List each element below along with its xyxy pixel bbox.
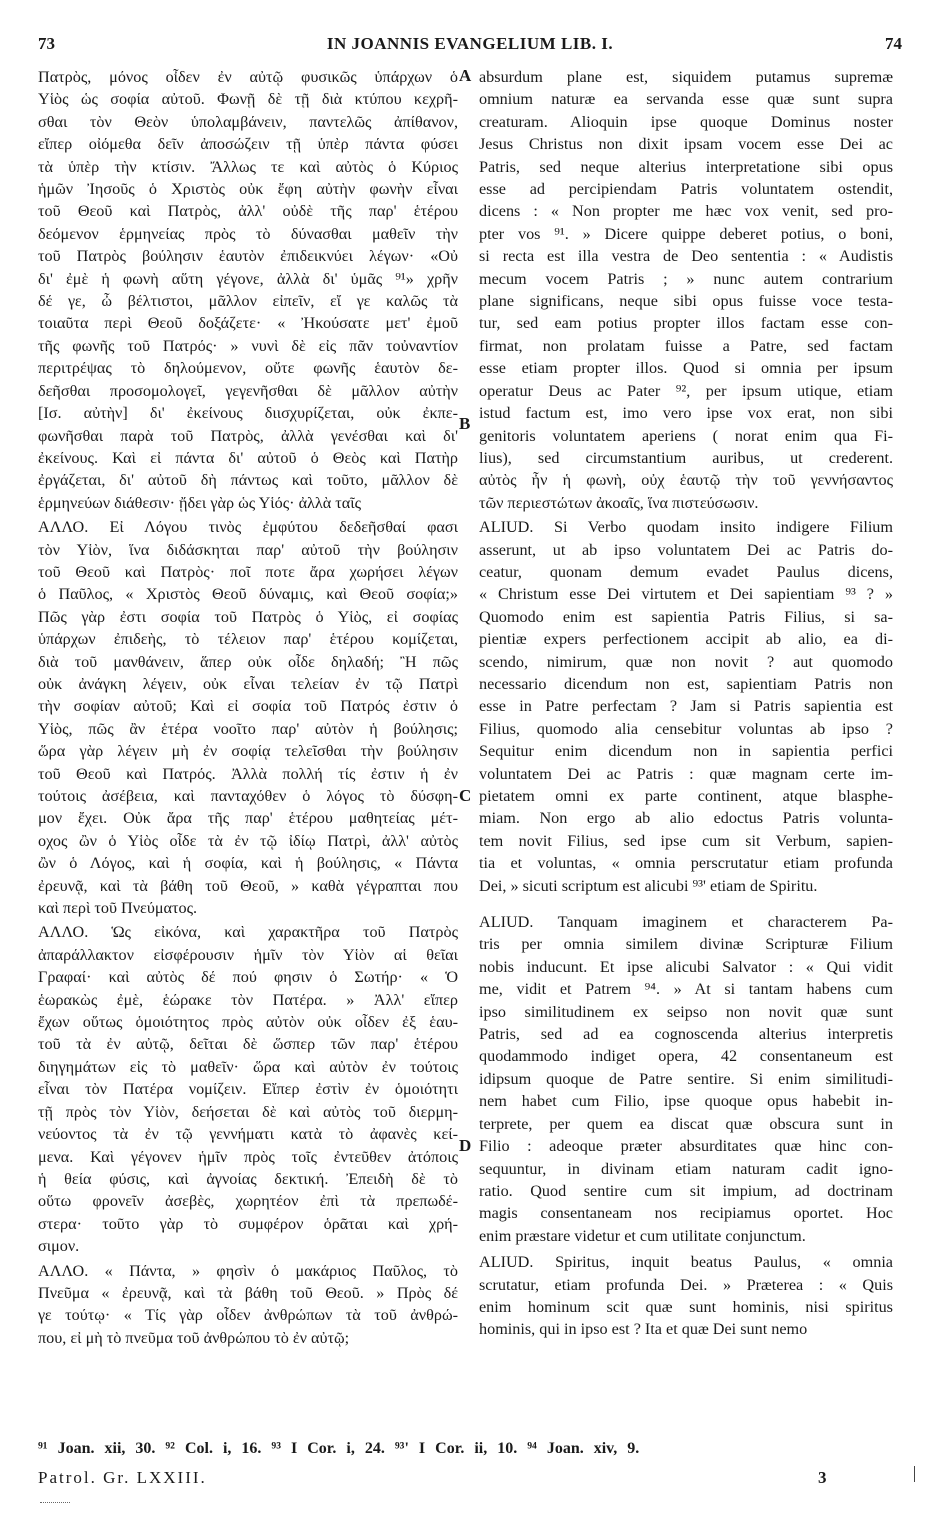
text-line: τοῦ τὰ ἐν αὐτῷ, δεῖται δὲ ὥσπερ τῶν παρ' ἑτέρου: [38, 1035, 458, 1054]
text-line: tia et voluntas, « omnia perscrutatur etiam profunda: [479, 854, 893, 873]
text-line: necessario dicendum non est, sapientiam Patris non: [479, 674, 893, 693]
text-line: δέ γε, ὦ βέλτιστοι, μᾶλλον εἰπεῖν, εἴ γε καλῶς τὰ: [38, 292, 458, 311]
text-line: absurdum plane est, siquidem putamus supremæ: [479, 68, 893, 86]
text-line: Patris, sed ad ea cognoscenda alterius interpretis: [479, 1025, 893, 1044]
text-line: mecum vocem Patris ; » nunc autem contrarium: [479, 269, 893, 288]
text-line: enim præstare videtur et cum utilitate conjunctum.: [479, 1226, 806, 1245]
text-line: τῇ πρὸς τὸν Υἱὸν, δεήσεται δὲ καὶ αὐτὸς τοῦ διερμη-: [38, 1102, 458, 1121]
text-line: ἐρευνᾷ, καὶ τὰ βάθη τοῦ Θεοῦ, » καθὰ γέγραπται που: [38, 876, 458, 895]
text-line: τὴν σοφίαν αὐτοῦ; Καὶ εἰ σοφία τοῦ Πατρός ἐστιν ὁ: [38, 697, 458, 716]
text-line: scrutatur, etiam profunda Dei. » Præterea : « Quis: [479, 1275, 893, 1294]
text-line: omnium naturæ ea servanda esse quæ sunt supra: [479, 90, 893, 109]
text-line: me, vidit et Patrem ⁹⁴. » At si tantam habens cum: [479, 980, 893, 999]
text-line: μον ἔχει. Οὐκ ἄρα τῆς παρ' ἑτέρου μαθητείας μέτ-: [38, 809, 458, 828]
text-line: ceatur, quonam demum evadet Paulus dicens,: [479, 562, 893, 581]
text-line: tem novit Filius, sed ipse cum sit Verbum, sapien-: [479, 831, 893, 850]
latin-column: [479, 66, 893, 1341]
text-line: τούτοις ἀσέβεια, καὶ πανταχόθεν ὁ λόγος τὸ δύσφη-: [38, 787, 458, 805]
text-line: Patris, sed neque alterius interpretatione sibi opus: [479, 157, 893, 176]
text-line: στερα· τοῦτο γὰρ τὸ συμφέρον ὁρᾶται καὶ χρή-: [38, 1214, 458, 1233]
text-line: quodammodo indiget opera, 42 consentaneum est: [479, 1047, 893, 1066]
text-line: διηγημάτων εἰς τὸ μαθεῖν· ὥρα καὶ αὐτὸν ἐν τούτοις: [38, 1057, 458, 1076]
text-line: ὢν ὁ Λόγος, καὶ ἡ σοφία, καὶ ἡ βούλησις, « Πάντα: [38, 854, 458, 873]
text-line: voluntatem Dei ac Patris : quæ magnam certe im-: [479, 764, 893, 783]
text-line: nobis inducunt. Et ipse alicubi Salvator : « Qui vidit: [479, 957, 893, 976]
text-line: οχος ὢν ὁ Υἱὸς οἶδε τὰ ἐν τῷ ἰδίῳ Πατρὶ, ἀλλ' αὐτὸς: [38, 831, 458, 850]
text-line: διὰ τοῦ μανθάνειν, ἅπερ οὐκ οἶδε δηλαδή; Ἢ πῶς: [38, 652, 458, 671]
running-title: IN JOANNIS EVANGELIUM LIB. I.: [326, 34, 614, 53]
text-line: ἑρμηνεύων διάθεσιν· ᾔδει γὰρ ὡς Υἱός· ἀλλὰ ταῖς: [38, 493, 362, 512]
text-line: ἡμῶν Ἰησοῦς ὁ Χριστὸς οὐκ ἔφη αὐτὴν φωνὴν εἶναι: [38, 180, 458, 199]
text-line: ΑΛΛΟ. « Πάντα, » φησὶν ὁ μακάριος Παῦλος, τὸ: [38, 1261, 458, 1280]
margin-tick: [914, 1466, 915, 1482]
text-line: ἡ θεία φύσις, καὶ ἀγνοίας δεκτική. Ἐπειδὴ δὲ τὸ: [38, 1169, 458, 1188]
text-line: εἴπερ οἰόμεθα δεῖν ἀποσώζειν τῇ ὑπὲρ πάντα φύσει: [38, 135, 458, 154]
text-line: που, εἰ μὴ τὸ πνεῦμα τοῦ ἀνθρώπου τὸ ἐν αὐτῷ;: [38, 1328, 350, 1347]
text-line: magis consentaneam nos recipiamus oportet. Hoc: [479, 1204, 893, 1223]
text-line: ὁ Παῦλος, « Χριστὸς Θεοῦ δύναμις, καὶ Θεοῦ σοφία;»: [38, 585, 458, 604]
signature-mark: 3: [818, 1468, 827, 1487]
text-line: ἀπαράλλακτον εἰσφέρουσιν ἡμῖν τὸν Υἱὸν αἱ θεῖαι: [38, 945, 458, 964]
text-line: εἶναι τὸν Πατέρα νομίζειν. Εἴπερ ἐστὶν ἐν ὁμοιότητι: [38, 1080, 458, 1099]
text-line: Dei, » sicuti scriptum est alicubi ⁹³' etiam de Spiritu.: [479, 876, 818, 895]
text-line: τῆς φωνῆς τοῦ Πατρός· » νυνὶ δὲ εἰς πᾶν τοὐναντίον: [38, 336, 458, 355]
text-line: σθαι τὸν Θεὸν ὑπολαμβάνειν, παντελῶς ἀπίθανον,: [38, 112, 458, 131]
running-header: [38, 34, 902, 58]
text-line: Υἱὸς ὡς σοφία αὐτοῦ. Φωνῇ δὲ τῇ διὰ κτύπου κεχρῆ-: [38, 90, 458, 109]
text-line: καὶ περὶ τοῦ Πνεύματος.: [38, 899, 198, 918]
text-line: τὰ ὑπὲρ τὴν κτίσιν. Ἄλλως τε καὶ αὐτὸς ὁ Κύριος: [38, 157, 458, 176]
text-line: pter vos ⁹¹. » Dicere quippe deberet potius, o boni,: [479, 224, 893, 243]
text-line: δεῆσθαι προσομολογεῖ, γεγενῆσθαι δὲ μᾶλλον αὐτὴν: [38, 381, 458, 400]
text-line: περιτρέψας τὸ δηλούμενον, οὔτε φωνῆς ἑαυτὸν δε-: [38, 359, 458, 378]
text-line: Sequitur enim dicendum non in sapientia perfici: [479, 742, 893, 761]
text-line: ἔχων οὕτως ὁμοιότητος πρὸς αὐτὸν οὐκ οἶδεν ἐξ ἑαυ-: [38, 1013, 458, 1032]
text-line: ALIUD. Tanquam imaginem et characterem Pa-: [479, 913, 893, 932]
text-line: αὐτὸς ἦν ἡ φωνὴ, οὐχ ἑαυτῷ τὴν τοῦ γεννήσαντος: [479, 471, 893, 490]
text-line: esse ad percipiendam Patris voluntatem ostendit,: [479, 180, 893, 199]
text-line: φωνῆσθαι παρὰ τοῦ Πατρὸς, ἀλλὰ γενέσθαι καὶ δι': [38, 426, 458, 445]
text-line: miam. Non ergo ab alio edoctus Patris volunta-: [479, 809, 893, 828]
text-line: ΑΛΛΟ. Εἰ Λόγου τινὸς ἐμφύτου δεδεῆσθαί φασι: [38, 518, 458, 537]
text-line: τοιαῦτα περὶ Θεοῦ δοξάζετε· « Ἠκούσατε μετ' ἐμοῦ: [38, 314, 458, 333]
text-line: si recta est illa vestra de Deo sententia : « Audistis: [479, 247, 893, 266]
text-line: ipso similitudinem ex seipso non novit quæ sunt: [479, 1002, 893, 1021]
text-line: pientiæ expers perfectionem accipit ab alio, ea di-: [479, 630, 893, 649]
section-marker-d: D: [459, 1136, 472, 1155]
text-line: Filio : adeoque præter absurditates quæ hinc con-: [479, 1137, 893, 1156]
text-line: dicens : « Non propter me hæc vox venit, sed pro-: [479, 202, 893, 221]
text-line: Quomodo enim est sapientia Patris Filius, si sa-: [479, 607, 893, 626]
text-line: genitoris voluntatem aperiens ( norat enim qua Fi-: [479, 426, 893, 445]
text-line: τοῦ Θεοῦ καὶ Πατρὸς· ποῖ ποτε ἄρα χωρήσει λέγων: [38, 562, 458, 581]
text-line: ὑπάρχων ἐπιδεὴς, τὸ τέλειον παρ' ἑτέρου κομίζεται,: [38, 630, 458, 649]
text-line: Γραφαί· καὶ αὐτὸς δέ πού φησιν ὁ Σωτήρ· « Ὁ: [38, 968, 458, 987]
text-line: ΑΛΛΟ. Ὡς εἰκόνα, καὶ χαρακτῆρα τοῦ Πατρὸς: [38, 923, 458, 942]
text-line: sequuntur, in divinam etiam naturam cadit igno-: [479, 1159, 893, 1178]
text-line: idipsum quoque de Patre sentire. Si enim similitudi-: [479, 1069, 893, 1088]
text-line: nem habet cum Filio, ipse quoque opus habebit in-: [479, 1092, 893, 1111]
text-line: μενα. Καὶ γέγονεν ἡμῖν πρὸς τοῖς ἐντεῦθεν ἀτόποις: [38, 1147, 458, 1166]
text-line: ὥρα γὰρ λέγειν μὴ ἐν σοφίᾳ τελεῖσθαι τὴν βούλησιν: [38, 742, 458, 761]
series-footer: Patrol. Gr. LXXIII.: [38, 1468, 207, 1487]
text-line: οὕτω φρονεῖν ἀσεβὲς, χωρητέον ἐπὶ τὰ πρεπωδέ-: [38, 1192, 458, 1211]
page-number-left: 73: [38, 34, 55, 53]
print-mark: [40, 1502, 70, 1505]
text-line: Jesus Christus non dixit ipsam vocem esse Dei ac: [479, 135, 893, 154]
text-line: Πατρὸς, μόνος οἶδεν ἐν αὐτῷ φυσικῶς ὑπάρχων ὁ: [38, 68, 458, 86]
text-line: ratio. Quod sentire cum sit impium, ad doctrinam: [479, 1181, 893, 1200]
text-line: asserunt, ut ab ipso voluntatem Dei ac Patris do-: [479, 540, 893, 559]
text-line: « Christum esse Dei virtutem et Dei sapientiam ⁹³ ? »: [479, 585, 893, 604]
text-line: τῶν περιεστώτων ἀκοαῖς, ἵνα πιστεύσωσιν.: [479, 493, 759, 512]
footnotes: ⁹¹ Joan. xii, 30. ⁹² Col. i, 16. ⁹³ I Cor. i, 24. ⁹³' I Cor. ii, 10. ⁹⁴ Joan. xiv, 9.: [38, 1440, 640, 1457]
text-line: Filius, quomodo alia censebitur voluntas ab ipso ?: [479, 719, 893, 738]
text-line: νεύοντος τὰ ἐν τῷ γεννήματι κατὰ τὸ ἀφανὲς κεί-: [38, 1125, 458, 1144]
text-line: δεόμενον ἑρμηνείας πρὸς τὸ δύνασθαι μαθεῖν τὴν: [38, 224, 458, 243]
text-line: lius), sed circumstantium auribus, ut crederent.: [479, 448, 893, 467]
section-marker-c: C: [459, 786, 472, 805]
text-line: σιμον.: [38, 1237, 80, 1256]
text-line: τοῦ Πατρὸς βούλησιν ἑαυτὸν ἐπιδεικνύει λέγων· «Οὐ: [38, 247, 458, 266]
section-marker-a: A: [459, 66, 472, 85]
text-line: τὸν Υἱὸν, ἵνα διδάσκηται παρ' αὐτοῦ τὴν βούλησιν: [38, 540, 458, 559]
text-line: esse in Patre perfectam ? Jam si Patris sapientia est: [479, 697, 893, 716]
text-line: ἑωρακὼς ἐμὲ, ἑώρακε τὸν Πατέρα. » Ἀλλ' εἴπερ: [38, 990, 458, 1009]
paragraph-gap: [479, 897, 893, 911]
text-line: τοῦ Θεοῦ καὶ Πατρὸς, ἀλλ' οὐδὲ τῆς παρ' ἑτέρου: [38, 202, 458, 221]
text-line: Υἱὸς, πῶς ἂν ἑτέρα νοοῖτο παρ' αὐτὸν ἡ βούλησις;: [38, 719, 458, 738]
text-line: γε τούτῳ· « Τίς γὰρ οἶδεν ἀνθρώπων τὰ τοῦ ἀνθρώ-: [38, 1306, 458, 1325]
text-line: pietatem omni ex parte continent, atque blasphe-: [479, 787, 893, 805]
section-marker-b: B: [459, 414, 471, 433]
text-line: ἐκείνους. Καὶ εἰ πάντα δι' αὐτοῦ ὁ Θεὸς καὶ Πατὴρ: [38, 448, 458, 467]
text-line: esse etiam propter illos. Quod si omnia per ipsum: [479, 359, 893, 378]
text-line: Πῶς γὰρ ἐστι σοφία τοῦ Πατρὸς ὁ Υἱὸς, εἰ σοφίας: [38, 607, 458, 626]
text-line: tur, sed eam potius propter illos factam esse con-: [479, 314, 893, 333]
text-line: ἐργάζεται, δι' αὐτοῦ δὴ πάντως καὶ τοῦτο, μᾶλλον δὲ: [38, 471, 458, 490]
text-line: ALIUD. Si Verbo quodam insito indigere Filium: [479, 518, 893, 537]
text-line: terprete, per quem ea discat quæ obscura sunt in: [479, 1114, 893, 1133]
text-line: scendo, nimirum, quæ non novit ? aut quomodo: [479, 652, 893, 671]
text-line: οὐκ ἀνάγκη λέγειν, οὐκ εἶναι τελείαν ἐν τῷ Πατρὶ: [38, 674, 458, 693]
text-line: tris per omnia similem divinæ Scripturæ Filium: [479, 935, 893, 954]
text-line: hominis, qui in ipso est ? Ita et quæ Dei sunt nemo: [479, 1320, 808, 1339]
text-line: firmat, non prolatam fuisse a Patre, sed factam: [479, 336, 893, 355]
text-line: [Ισ. αὐτὴν] δι' ἐκείνους διισχυρίζεται, οὐκ ἐκπε-: [38, 404, 458, 423]
page-number-right: 74: [885, 34, 902, 53]
greek-column: [38, 66, 458, 1349]
text-line: creaturam. Alioquin ipse quoque Dominus noster: [479, 112, 893, 131]
text-line: ALIUD. Spiritus, inquit beatus Paulus, « omnia: [479, 1253, 893, 1272]
text-line: operatur Deus ac Pater ⁹², per ipsum utique, etiam: [479, 381, 893, 400]
text-line: τοῦ Θεοῦ καὶ Πατρός. Ἀλλὰ πολλή τίς ἐστιν ἡ ἐν: [38, 764, 458, 783]
text-line: istud factum est, imo vero ipse vox erat, non sibi: [479, 404, 893, 423]
text-line: Πνεῦμα « ἐρευνᾷ, καὶ τὰ βάθη τοῦ Θεοῦ. » Πρὸς δέ: [38, 1283, 458, 1302]
text-line: δι' ἐμὲ ἡ φωνὴ αὕτη γέγονε, ἀλλὰ δι' ὑμᾶς ⁹¹» χρῆν: [38, 269, 458, 288]
text-line: plane significans, neque sibi opus fuisse voce testa-: [479, 292, 893, 311]
text-line: enim hominum scit quæ sunt hominis, nisi spiritus: [479, 1297, 893, 1316]
